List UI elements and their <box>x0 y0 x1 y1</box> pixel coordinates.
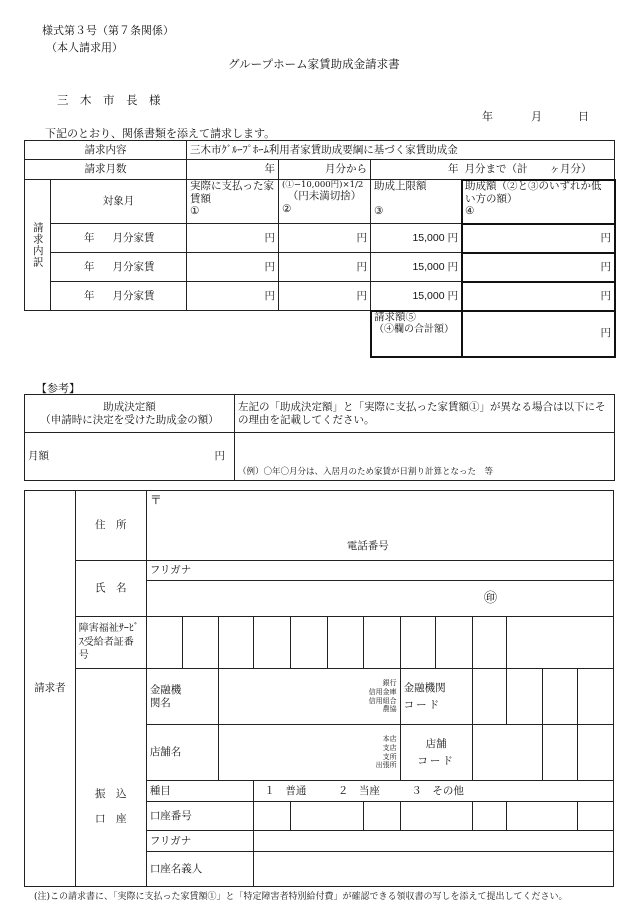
row-limit: 15,000 円 <box>371 253 462 282</box>
from-year: 年 <box>187 160 279 180</box>
bank-code-label: 金融機関 コード <box>400 669 472 725</box>
applicant-table <box>24 490 614 887</box>
cert-digit[interactable] <box>400 617 436 669</box>
bank-code-digit[interactable] <box>507 669 543 725</box>
account-type-label: 種目 <box>146 781 254 802</box>
total-amount[interactable]: 円 <box>462 311 615 357</box>
row-paid[interactable]: 円 <box>187 253 279 282</box>
breakdown-label: 請求内訳 <box>25 180 51 311</box>
account-digit[interactable] <box>364 802 401 831</box>
branch-name-field[interactable]: 本店 支店 支所 出張所 <box>218 725 400 781</box>
table-row <box>25 282 615 311</box>
cert-digit[interactable] <box>364 617 401 669</box>
account-type-options[interactable]: １ 普通 ２ 当座 ３ その他 <box>254 781 614 802</box>
col-paid-header: 実際に支払った家賃額 ① <box>187 180 279 224</box>
table-row <box>25 224 615 253</box>
bank-label: 金融機関名 <box>146 669 218 725</box>
bank-code-digit[interactable] <box>578 669 614 725</box>
addressee: 三 木 市 長 様 <box>57 93 161 107</box>
branch-label: 店舗名 <box>146 725 218 781</box>
content-label: 請求内容 <box>25 141 187 160</box>
bank-code-digit[interactable] <box>472 669 507 725</box>
col-month-header: 対象月 <box>51 180 187 224</box>
bank-code-digit[interactable] <box>542 669 578 725</box>
reason-instruction: 左記の「助成決定額」と「実際に支払った家賃額①」が異なる場合は以下にその理由を記載してください。 <box>235 395 615 433</box>
row-grant[interactable]: 円 <box>462 253 615 282</box>
cert-digit[interactable] <box>146 617 183 669</box>
account-number-label: 口座番号 <box>146 802 254 831</box>
branch-code-digit[interactable] <box>578 725 614 781</box>
row-calc[interactable]: 円 <box>279 282 371 311</box>
claim-table <box>24 140 615 357</box>
cert-digit[interactable] <box>218 617 254 669</box>
phone-label: 電話番号 <box>346 540 389 552</box>
address-label: 住 所 <box>75 491 146 561</box>
account-digit[interactable] <box>507 802 578 831</box>
holder-furigana-field[interactable] <box>254 831 614 852</box>
cert-digit[interactable] <box>183 617 219 669</box>
row-limit: 15,000 円 <box>371 224 462 253</box>
row-calc[interactable]: 円 <box>279 224 371 253</box>
cert-digit[interactable] <box>507 617 614 669</box>
row-grant[interactable]: 円 <box>462 224 615 253</box>
account-digit[interactable] <box>400 802 472 831</box>
to-year: 年 <box>371 160 462 180</box>
date-day: 日 <box>578 110 589 123</box>
cert-digit[interactable] <box>254 617 291 669</box>
holder-furigana-label: フリガナ <box>146 831 254 852</box>
cert-digit[interactable] <box>472 617 507 669</box>
reason-example[interactable]: （例）〇年〇月分は、入居月のため家賃が日割り計算となった 等 <box>235 433 615 481</box>
holder-field[interactable] <box>254 852 614 887</box>
transfer-account-label: 振 込 口 座 <box>75 669 146 887</box>
applicant-label: 請求者 <box>25 491 76 887</box>
row-limit: 15,000 円 <box>371 282 462 311</box>
from-month: 月分から <box>279 160 371 180</box>
reference-heading: 【参考】 <box>36 382 80 395</box>
footnote: (注)この請求書に、「実際に支払った家賃額①」と「特定障害者特別給付費」が確認できる領収書の写しを添えて提出してください。 <box>34 892 568 902</box>
form-number: 様式第３号（第７条関係） <box>42 24 174 37</box>
holder-label: 口座名義人 <box>146 852 254 887</box>
branch-code-digit[interactable] <box>472 725 542 781</box>
cert-digit[interactable] <box>290 617 327 669</box>
branch-code-label: 店舗 コード <box>400 725 472 781</box>
bank-name-field[interactable]: 銀行 信用金庫 信用組合 農協 <box>218 669 400 725</box>
decided-header: 助成決定額 （申請時に決定を受けた助成金の額） <box>25 395 235 433</box>
table-row <box>25 253 615 282</box>
cert-digit[interactable] <box>327 617 364 669</box>
row-paid[interactable]: 円 <box>187 282 279 311</box>
account-digit[interactable] <box>578 802 614 831</box>
col-grant-header: 助成額（②と③のいずれか低い方の額） ④ <box>462 180 615 224</box>
row-grant[interactable]: 円 <box>462 282 615 311</box>
cert-digit[interactable] <box>436 617 473 669</box>
row-paid[interactable]: 円 <box>187 224 279 253</box>
total-months: ヶ月分） <box>549 163 592 176</box>
date-month: 月 <box>531 110 542 123</box>
postal-mark: 〒 <box>149 493 162 507</box>
monthly-amount[interactable]: 月額 円 <box>25 433 235 481</box>
row-calc[interactable]: 円 <box>279 253 371 282</box>
intro-text: 下記のとおり、関係書類を添えて請求します。 <box>45 127 276 140</box>
cert-label: 障害福祉ｻｰﾋﾞｽ受給者証番号 <box>75 617 146 669</box>
form-kind: （本人請求用） <box>46 41 123 54</box>
row-month[interactable]: 年 月分家賃 <box>51 282 187 311</box>
name-field[interactable]: ㊞ <box>146 581 613 617</box>
total-label: 請求額⑤ （④欄の合計額） <box>371 311 462 357</box>
to-month: 月分まで（計 <box>464 163 528 176</box>
content-value: 三木市ｸﾞﾙｰﾌﾟﾎｰﾑ利用者家賃助成要綱に基づく家賃助成金 <box>187 141 615 160</box>
months-range <box>462 160 615 180</box>
row-month[interactable]: 年 月分家賃 <box>51 253 187 282</box>
date-year: 年 <box>482 110 493 123</box>
account-digit[interactable] <box>290 802 363 831</box>
col-calc-header: (①−10,000円)×1/2 （円未満切捨） ② <box>279 180 371 224</box>
col-limit-header: 助成上限額 ③ <box>371 180 462 224</box>
account-digit[interactable] <box>472 802 507 831</box>
reference-table <box>24 394 615 481</box>
account-digit[interactable] <box>254 802 291 831</box>
name-label: 氏 名 <box>75 561 146 617</box>
page-title: グループホーム家賃助成金請求書 <box>228 57 400 71</box>
address-field[interactable] <box>146 491 613 561</box>
name-furigana[interactable]: フリガナ <box>146 561 613 581</box>
branch-code-digit[interactable] <box>542 725 578 781</box>
months-label: 請求月数 <box>25 160 187 180</box>
row-month[interactable]: 年 月分家賃 <box>51 224 187 253</box>
